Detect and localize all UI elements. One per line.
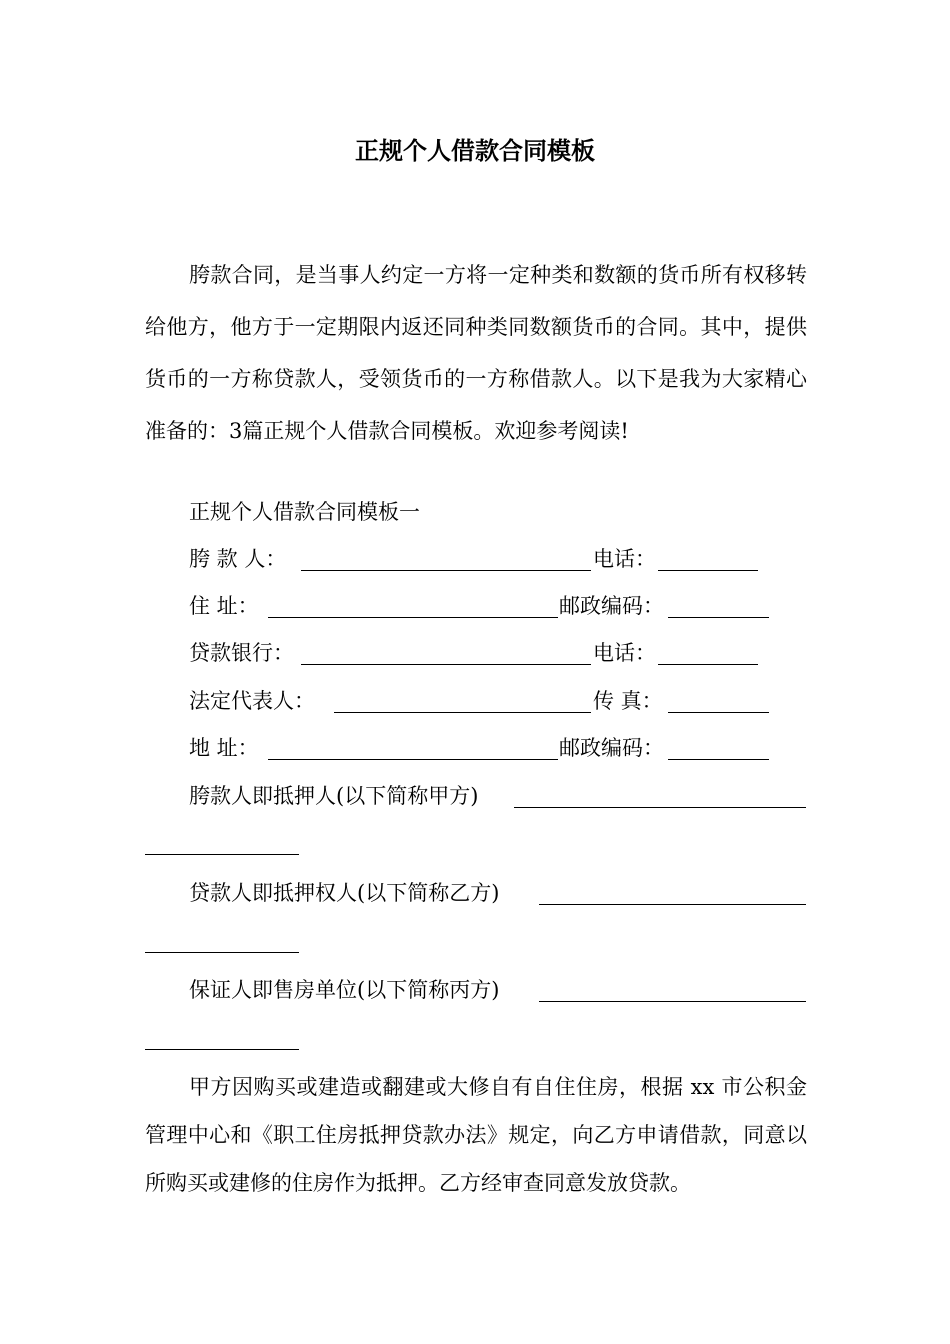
party-a-blank[interactable] (514, 807, 806, 808)
postcode-blank-1[interactable] (668, 617, 769, 618)
phone-blank-2[interactable] (658, 664, 758, 665)
fax-blank[interactable] (668, 712, 769, 713)
postcode-label-1: 邮政编码： (559, 594, 664, 618)
postcode-label-2: 邮政编码： (559, 736, 664, 760)
intro-paragraph: 胯款合同，是当事人约定一方将一定种类和数额的货币所有权移转给他方，他方于一定期限内返还同种类同数额货币的合同。其中，提供货币的一方称贷款人，受领货币的一方称借款人。以下是我为大家精心准备的：3篇正规个人借款合同模板。欢迎参考阅读! (145, 263, 807, 443)
phone-label-2: 电话： (593, 641, 656, 665)
address-label-1: 住 址： (189, 594, 259, 618)
party-a-label: 胯款人即抵押人(以下简称甲方) (189, 784, 479, 808)
address-label-2: 地 址： (189, 736, 259, 760)
party-b-label: 贷款人即抵押权人(以下简称乙方) (189, 881, 500, 905)
fax-label: 传 真： (593, 689, 663, 713)
legal-rep-label: 法定代表人： (189, 689, 315, 713)
address-blank-2[interactable] (268, 759, 558, 760)
borrower-label: 胯 款 人： (189, 547, 287, 571)
phone-label-1: 电话： (593, 547, 656, 571)
lender-bank-label: 贷款银行： (189, 641, 294, 665)
lender-bank-blank[interactable] (301, 664, 591, 665)
phone-blank-1[interactable] (658, 570, 758, 571)
party-b-blank[interactable] (539, 904, 806, 905)
postcode-blank-2[interactable] (668, 759, 769, 760)
legal-rep-blank[interactable] (334, 712, 591, 713)
party-c-blank-continuation[interactable] (145, 1049, 299, 1050)
party-a-blank-continuation[interactable] (145, 854, 299, 855)
document-title: 正规个人借款合同模板 (355, 137, 595, 165)
address-blank-1[interactable] (268, 617, 558, 618)
borrower-blank[interactable] (301, 570, 591, 571)
party-c-label: 保证人即售房单位(以下简称丙方) (189, 978, 500, 1002)
party-c-blank[interactable] (539, 1001, 806, 1002)
body-paragraph: 甲方因购买或建造或翻建或大修自有自住住房，根据 xx 市公积金管理中心和《职工住房抵押贷款办法》规定，向乙方申请借款，同意以所购买或建修的住房作为抵押。乙方经审查同意发放贷款。 (145, 1075, 807, 1195)
party-b-blank-continuation[interactable] (145, 952, 299, 953)
section-heading: 正规个人借款合同模板一 (189, 500, 420, 524)
